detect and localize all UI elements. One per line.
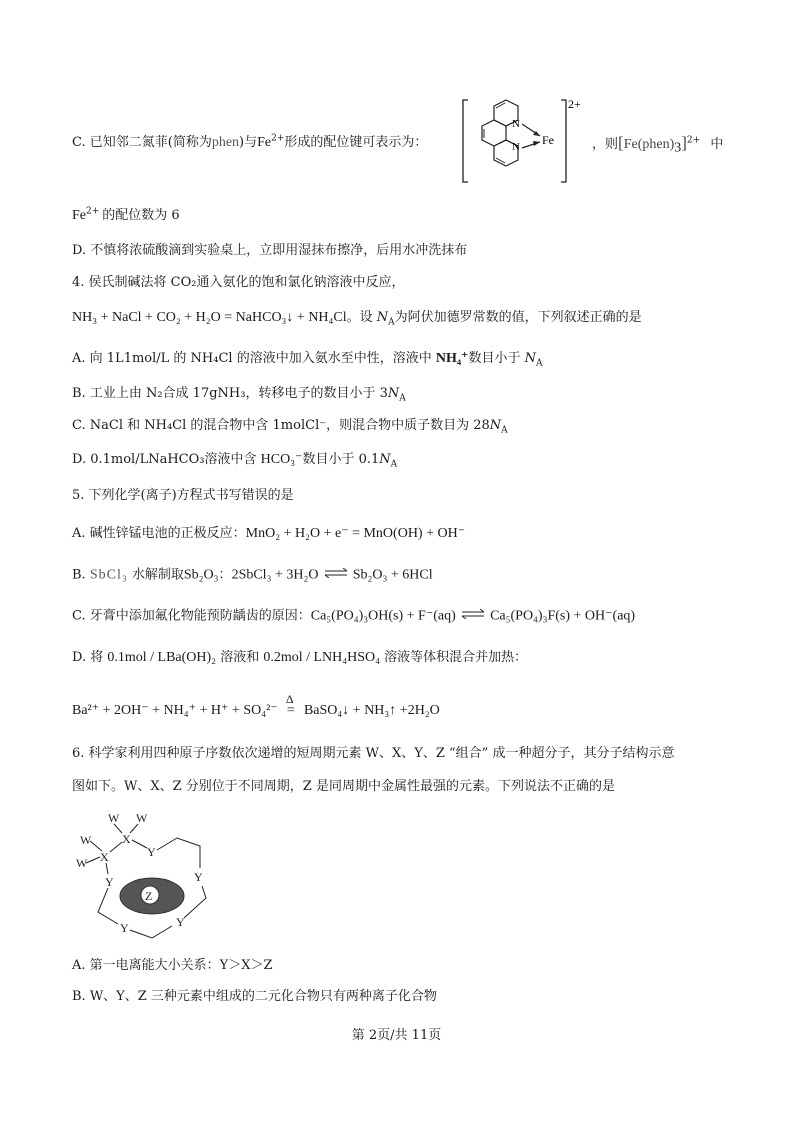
fe-phen-bond-structure	[458, 94, 598, 186]
q3-option-c-line2: $Fe^{2+}$ 的配位数为 6	[72, 206, 180, 223]
complex-formula: Fe(phen)	[623, 137, 675, 152]
q3-option-c-complex: ，则$[Fe(phen)_3]^{2+}$ 中	[592, 133, 724, 156]
q5-option-d-equation: Ba²⁺ + 2OH⁻ + NH₄⁺ + H⁺ + SO₄²⁻ Δ = BaSO₄↓ + NH₃↑ +2H₂O	[72, 692, 440, 718]
svg-text:W: W	[76, 856, 88, 870]
atom-n2: N	[512, 141, 520, 153]
svg-text:Y: Y	[194, 870, 203, 884]
atom-z: Z	[145, 889, 153, 903]
q4-option-c: C. NaCl 和 NH₄Cl 的混合物中含 1molCl⁻，则混合物中质子数目为 $28N_A$	[72, 418, 508, 436]
q4-option-a: A. 向 1L1mol/L 的 NH₄Cl 的溶液中加入氨水至中性，溶液中 NH₄⁺数目小于 $N_A$	[72, 351, 543, 369]
q3-option-c-line: C. 已知邻二氮菲(简称为phen)与$Fe^{2+}$形成的配位键可表示为：	[72, 133, 428, 150]
svg-text:W: W	[108, 811, 120, 825]
atom-fe: Fe	[542, 133, 554, 147]
svg-text:W: W	[80, 833, 92, 847]
page-footer: 第 2页/共 11页	[351, 1028, 442, 1043]
q5-option-d: D. 将 0.1mol / LBa(OH)₂ 溶液和 0.2mol / LNH₄HSO₄ 溶液等体积混合并加热：	[72, 650, 528, 665]
q5-option-c: C. 牙膏中添加氟化物能预防龋齿的原因：Ca₅(PO₄)₃OH(s) + F⁻(aq) Ca₅(PO₄)₃F(s) + OH⁻(aq)	[72, 608, 636, 624]
supramolecule-diagram	[72, 808, 232, 948]
q5-option-a: A. 碱性锌锰电池的正极反应：MnO₂ + H₂O + e⁻ = MnO(OH) + OH⁻	[72, 526, 466, 541]
svg-text:Y: Y	[176, 915, 185, 929]
q4-stem: 4. 侯氏制碱法将 CO₂通入氨化的饱和氯化钠溶液中反应，	[72, 275, 405, 290]
svg-text:Y: Y	[120, 921, 129, 935]
q6-stem-line2: 图如下。W、X、Z 分别位于不同周期，Z 是同周期中金属性最强的元素。下列说法不正确的是	[72, 779, 615, 794]
q3-option-d: D. 不慎将浓硫酸滴到实验桌上，立即用湿抹布擦净，后用水冲洗抹布	[72, 243, 468, 258]
q4-equation: NH₃ + NaCl + CO₂ + H₂O = NaHCO₃↓ + NH₄Cl	[72, 310, 347, 325]
svg-text:X: X	[100, 850, 109, 864]
q4-option-b: B. 工业上由 N₂合成 17gNH₃，转移电子的数目小于 $3N_A$	[72, 386, 406, 404]
q4-option-d: D. 0.1mol/LNaHCO₃溶液中含 HCO₃⁻数目小于 $0.1N_A$	[72, 452, 398, 470]
equilibrium-arrow	[460, 607, 486, 625]
q6-stem-line1: 6. 科学家利用四种原子序数依次递增的短周期元素 W、X、Y、Z “组合” 成一种超分子，其分子结构示意	[72, 746, 675, 761]
q5-option-b: B. SbCl₃ 水解制取Sb₂O₃：2SbCl₃ + 3H₂O Sb₂O₃ + 6HCl	[72, 567, 433, 583]
structure-charge: 2+	[568, 97, 581, 111]
q6-option-b: B. W、Y、Z 三种元素中组成的二元化合物只有两种离子化合物	[72, 989, 437, 1004]
phen-label: phen	[211, 135, 240, 150]
atom-n1: N	[512, 118, 520, 130]
q6-option-a: A. 第一电离能大小关系：Y＞X＞Z	[72, 958, 273, 973]
svg-text:Y: Y	[147, 845, 156, 859]
svg-text:W: W	[136, 811, 148, 825]
q5-stem: 5. 下列化学(离子)方程式书写错误的是	[72, 488, 294, 503]
svg-text:X: X	[122, 832, 131, 846]
equilibrium-arrow	[323, 566, 349, 584]
q4-equation-line: NH₃ + NaCl + CO₂ + H₂O = NaHCO₃↓ + NH₄Cl。设 $N_A$为阿伏加德罗常数的值，下列叙述正确的是	[72, 310, 642, 328]
svg-text:Y: Y	[105, 875, 114, 889]
